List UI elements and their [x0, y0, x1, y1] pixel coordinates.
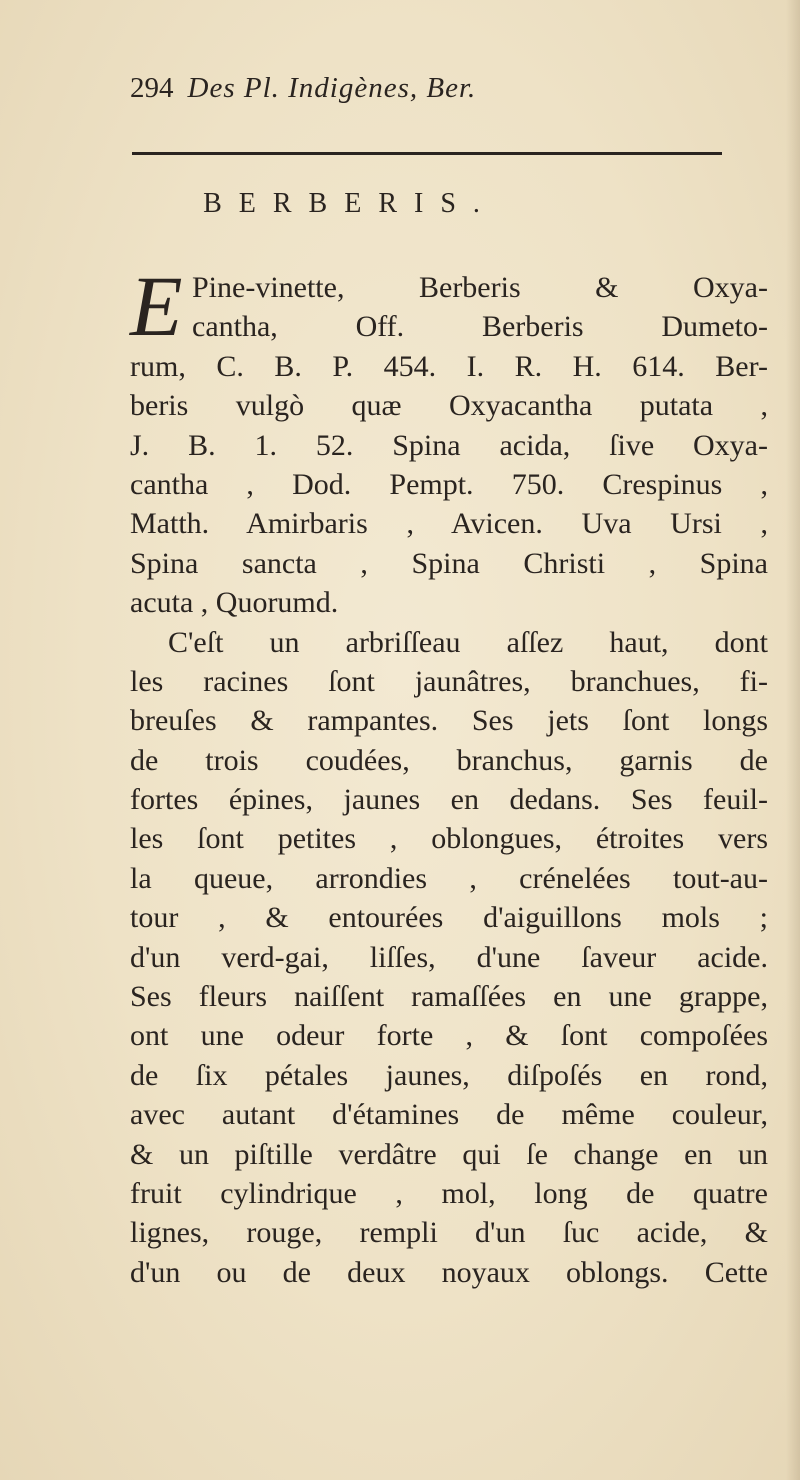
section-title: BERBERIS. — [203, 188, 497, 219]
text-line: de ſix pétales jaunes, diſpoſés en rond, — [130, 1058, 768, 1092]
text-line: breuſes & rampantes. Ses jets ſont longs — [130, 704, 768, 738]
text-line: ont une odeur forte , & ſont compoſées — [130, 1019, 768, 1053]
text-line: Matth. Amirbaris , Avicen. Uva Ursi , — [130, 507, 768, 541]
running-header — [130, 72, 750, 116]
body-text — [130, 258, 768, 1292]
text-line: rum, C. B. P. 454. I. R. H. 614. Ber- — [130, 349, 768, 383]
text-line: lignes, rouge, rempli d'un ſuc acide, & — [130, 1216, 768, 1250]
text-line: Spina sancta , Spina Christi , Spina — [130, 546, 768, 580]
text-line: de trois coudées, branchus, garnis de — [130, 743, 768, 777]
text-line: beris vulgò quæ Oxyacantha putata , — [130, 389, 768, 423]
text-line: Ses fleurs naiſſent ramaſſées en une grappe, — [130, 980, 768, 1014]
text-line: les racines ſont jaunâtres, branchues, fi- — [130, 664, 768, 698]
text-line: acuta , Quorumd. — [130, 586, 339, 620]
text-line: & un piſtille verdâtre qui ſe change en un — [130, 1137, 768, 1171]
text-line: fruit cylindrique , mol, long de quatre — [130, 1176, 768, 1210]
text-line: fortes épines, jaunes en dedans. Ses feuil- — [130, 783, 768, 817]
text-line: C'eſt un arbriſſeau aſſez haut, dont — [168, 625, 768, 659]
text-line: tour , & entourées d'aiguillons mols ; — [130, 901, 768, 935]
page-number: 294 — [130, 72, 174, 104]
drop-cap: E — [130, 258, 183, 354]
text-line: J. B. 1. 52. Spina acida, ſive Oxya- — [130, 428, 768, 462]
text-line: avec autant d'étamines de même couleur, — [130, 1098, 768, 1132]
running-title: Des Pl. Indigènes, Ber. — [187, 72, 477, 104]
text-line: la queue, arrondies , crénelées tout-au- — [130, 861, 768, 895]
text-line: cantha, Off. Berberis Dumeto- — [192, 310, 768, 344]
header-rule — [132, 152, 722, 155]
text-line: les ſont petites , oblongues, étroites vers — [130, 822, 768, 856]
text-line: cantha , Dod. Pempt. 750. Crespinus , — [130, 467, 768, 501]
page-edge-shadow — [786, 0, 800, 1480]
text-line: d'un verd-gai, liſſes, d'une ſaveur acide. — [130, 940, 768, 974]
text-line: Pine-vinette, Berberis & Oxya- — [192, 271, 768, 304]
text-line: d'un ou de deux noyaux oblongs. Cette — [130, 1255, 768, 1289]
